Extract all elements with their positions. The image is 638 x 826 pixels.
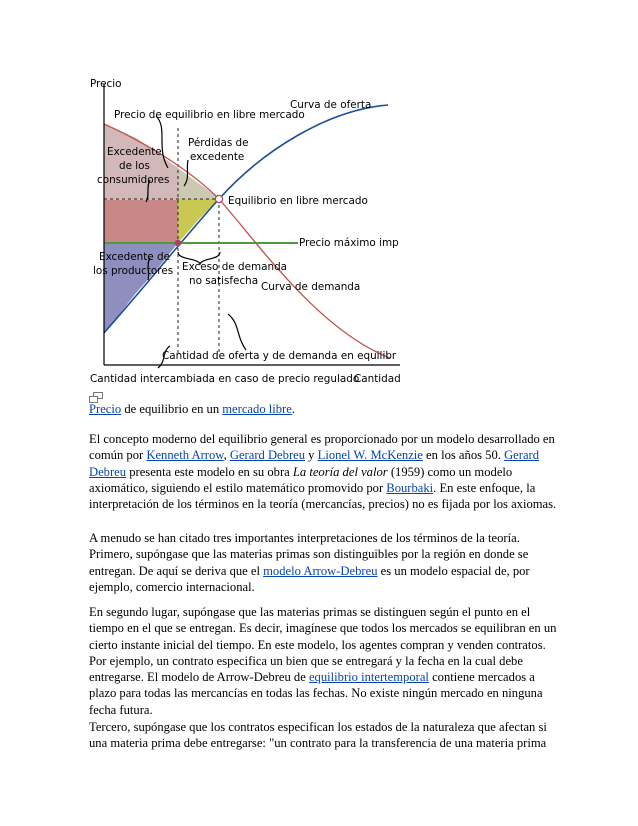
p2-text-2: es un modelo espacial de, por ejemplo, comercio internacional.: [89, 563, 530, 594]
label-demand-curve: Curva de demanda: [261, 281, 361, 293]
paragraph-3: [89, 604, 559, 718]
label-excess-demand-1: Exceso de demanda: [182, 261, 288, 273]
link-modelo-arrow-debreu[interactable]: modelo Arrow-Debreu: [263, 563, 378, 578]
figure-caption: [89, 401, 559, 417]
deadweight-loss-consumer: [178, 168, 219, 199]
book-title: La teoría del valor: [292, 464, 388, 479]
label-consumer-surplus-1: Excedente: [107, 146, 162, 158]
paragraph-1: [89, 431, 559, 512]
link-gerard-debreu[interactable]: Gerard Debreu: [229, 448, 306, 463]
label-deadweight-1: Pérdidas de: [188, 137, 249, 149]
p1-text-2: ,: [223, 448, 230, 463]
p1-text-5: presenta este modelo en su obra: [126, 464, 293, 479]
leader-equilibrium-qty: [228, 314, 246, 350]
p1-text-3: y: [305, 448, 318, 463]
link-mercado-libre[interactable]: mercado libre: [222, 402, 292, 416]
label-free-market-equilibrium: Equilibrio en libre mercado: [228, 195, 368, 207]
paragraph-2: [89, 530, 559, 595]
label-price-axis: Precio: [90, 78, 122, 90]
label-deadweight-2: excedente: [190, 151, 245, 163]
p1-text-7: . En este enfoque, la interpretación de los términos en la teoría (mercancías, precios) no es fijada por los axiomas.: [89, 480, 557, 512]
enlarge-icon[interactable]: [89, 390, 103, 401]
transfer-area: [104, 200, 178, 243]
label-equilibrium-price: Precio de equilibrio en libre mercado: [114, 109, 305, 121]
label-quantity-axis: Cantidad: [354, 373, 401, 385]
label-consumer-surplus-3: consumidores: [97, 174, 170, 186]
p3-text-2: contiene mercados a plazo para todas las mercancías en todas las fechas. No existe ningún mercado en ninguna fecha futura.: [89, 670, 543, 717]
label-producer-surplus-1: Excedente de: [99, 251, 170, 263]
label-regulated-quantity: Cantidad intercambiada en caso de precio regulado: [90, 373, 360, 385]
p4-text-1: Tercero, supóngase que los contratos especifican los estados de la naturaleza que afectan si una materia prima debe entregarse: "un contrato para la transferencia de una materia prima: [89, 720, 547, 751]
label-max-price: Precio máximo imp: [299, 237, 399, 249]
label-excess-demand-2: no satisfecha: [189, 275, 259, 287]
link-kenneth-arrow[interactable]: Kenneth Arrow: [146, 448, 224, 463]
link-equilibrio-intertemporal[interactable]: equilibrio intertemporal: [308, 670, 429, 685]
caption-end: .: [291, 402, 296, 416]
label-producer-surplus-2: los productores: [93, 265, 174, 277]
link-lionel-mckenzie[interactable]: Lionel W. McKenzie: [317, 448, 423, 463]
regulated-point: [175, 240, 181, 246]
p1-text-6: (1959) como un modelo axiomático, siguiendo el estilo matemático promovido por: [89, 464, 513, 495]
p1-text-1: El concepto moderno del equilibrio general es proporcionado por un modelo desarrollado en común por: [89, 432, 555, 463]
paragraph-4: [89, 719, 559, 752]
equilibrium-point: [215, 195, 222, 202]
link-bourbaki[interactable]: Bourbaki: [386, 480, 434, 495]
caption-middle: de equilibrio en un: [121, 402, 223, 416]
label-equilibrium-quantity: Cantidad de oferta y de demanda en equilibr: [162, 350, 397, 362]
p3-text-1: En segundo lugar, supóngase que las materias primas se distinguen según el punto en el tiempo en el que se entregan. Es decir, imagínese que todos los mercados se equilibran en un cierto instante inicial del tiempo. En este modelo, los agentes compran y venden contratos. Por ejemplo, un contrato especifica un bien que se entregará y la fecha en la cual debe entregarse. El modelo de Arrow-Debreu de: [89, 605, 557, 685]
supply-demand-diagram: [88, 68, 403, 386]
p2-text-1: A menudo se han citado tres importantes interpretaciones de los términos de la teoría. Primero, supóngase que las materias primas son distinguibles por la región en donde se entregan. De aquí se deriva que el: [89, 531, 529, 578]
link-precio[interactable]: Precio: [89, 402, 122, 416]
link-gerard-debreu-2[interactable]: Gerard Debreu: [89, 448, 540, 479]
label-supply-curve: Curva de oferta: [290, 99, 372, 111]
label-consumer-surplus-2: de los: [119, 160, 150, 172]
p1-text-4: en los años 50.: [422, 448, 505, 463]
